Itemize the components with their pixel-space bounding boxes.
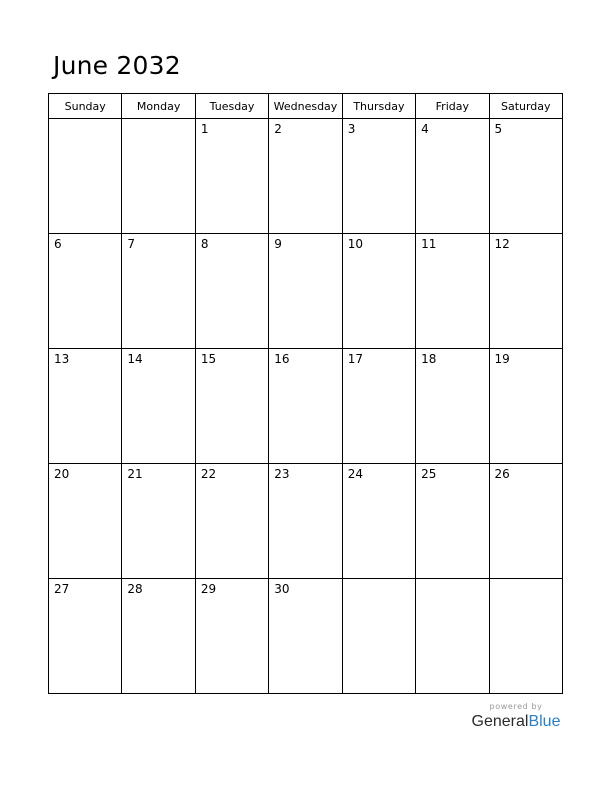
- day-number: 27: [54, 582, 70, 596]
- day-cell: [122, 464, 195, 579]
- day-cell: [269, 464, 342, 579]
- day-cell: [122, 119, 195, 234]
- day-number: 19: [494, 352, 510, 366]
- day-cell: [489, 234, 562, 349]
- day-cell: [49, 464, 122, 579]
- day-number: 6: [54, 237, 62, 251]
- logo-general-text: General: [471, 713, 529, 730]
- day-cell: [122, 349, 195, 464]
- day-cell: [49, 349, 122, 464]
- day-cell: [49, 579, 122, 694]
- day-cell: [489, 349, 562, 464]
- day-number: 5: [494, 122, 503, 136]
- day-cell: [269, 234, 342, 349]
- day-number: [122, 119, 194, 122]
- day-number: 30: [274, 582, 290, 596]
- day-cell: [269, 349, 342, 464]
- day-cell: [195, 464, 268, 579]
- week-row: [49, 234, 563, 349]
- brand-footer: [469, 702, 563, 732]
- calendar-title: June 2032: [53, 51, 181, 80]
- day-number: 20: [54, 467, 70, 481]
- day-number: 29: [200, 582, 217, 596]
- day-number: 12: [494, 237, 510, 251]
- day-cell: [416, 464, 489, 579]
- day-number: 11: [421, 237, 437, 251]
- day-number: 16: [274, 352, 290, 366]
- day-cell: [49, 234, 122, 349]
- day-number: 15: [200, 352, 217, 366]
- day-number: [416, 579, 488, 582]
- day-number: 14: [127, 352, 143, 366]
- day-cell: [269, 579, 342, 694]
- day-cell: [342, 349, 415, 464]
- day-cell: [416, 579, 489, 694]
- weekday-header: Monday: [122, 94, 195, 119]
- day-number: 10: [347, 237, 363, 251]
- day-cell: [195, 349, 268, 464]
- powered-by-text: powered by: [489, 702, 543, 711]
- weekday-header: Thursday: [342, 94, 415, 119]
- generalblue-logo: [469, 712, 563, 732]
- weekday-header: Sunday: [49, 94, 122, 119]
- day-number: 28: [127, 582, 143, 596]
- day-cell: [122, 234, 195, 349]
- weekday-header: Tuesday: [195, 94, 268, 119]
- week-row: [49, 579, 563, 694]
- day-cell: [122, 579, 195, 694]
- day-cell: [489, 119, 562, 234]
- week-row: [49, 349, 563, 464]
- day-cell: [195, 119, 268, 234]
- weekday-header-row: [49, 94, 563, 119]
- day-number: 21: [127, 467, 143, 481]
- day-number: 2: [274, 122, 282, 136]
- day-number: 23: [274, 467, 290, 481]
- day-number: 8: [200, 237, 209, 251]
- day-number: [49, 119, 121, 122]
- day-cell: [489, 464, 562, 579]
- day-cell: [416, 349, 489, 464]
- day-number: 13: [54, 352, 70, 366]
- week-row: [49, 119, 563, 234]
- day-cell: [342, 234, 415, 349]
- day-number: 7: [127, 237, 136, 251]
- day-cell: [416, 234, 489, 349]
- day-number: 9: [274, 237, 282, 251]
- day-number: 22: [200, 467, 217, 481]
- logo-blue-text: Blue: [528, 713, 561, 730]
- day-cell: [489, 579, 562, 694]
- calendar-grid: [48, 93, 563, 694]
- day-cell: [342, 579, 415, 694]
- day-number: 3: [347, 122, 356, 136]
- day-cell: [195, 234, 268, 349]
- day-number: 1: [200, 122, 209, 136]
- day-number: [343, 579, 415, 582]
- day-number: 26: [494, 467, 510, 481]
- day-cell: [416, 119, 489, 234]
- weekday-header: Wednesday: [269, 94, 342, 119]
- day-cell: [269, 119, 342, 234]
- day-number: 25: [421, 467, 437, 481]
- weekday-header: Saturday: [489, 94, 562, 119]
- weekday-header: Friday: [416, 94, 489, 119]
- day-cell: [342, 119, 415, 234]
- day-number: 17: [347, 352, 363, 366]
- day-number: 24: [347, 467, 363, 481]
- day-cell: [195, 579, 268, 694]
- day-number: 18: [421, 352, 437, 366]
- day-number: [490, 579, 562, 582]
- week-row: [49, 464, 563, 579]
- day-cell: [342, 464, 415, 579]
- day-number: 4: [421, 122, 429, 136]
- day-cell: [49, 119, 122, 234]
